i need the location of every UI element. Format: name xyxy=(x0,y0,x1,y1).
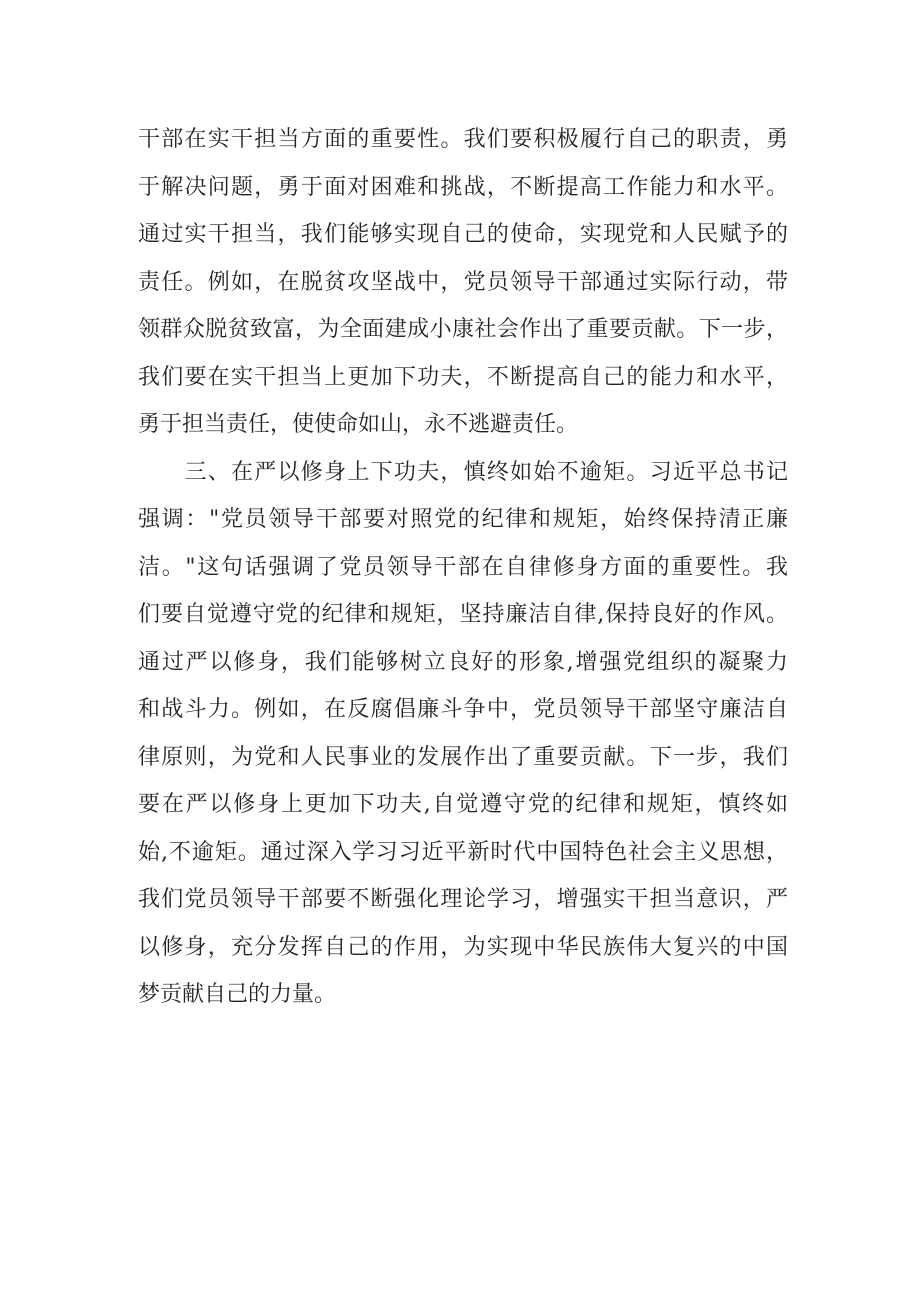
text-line: 律原则，为党和人民事业的发展作出了重要贡献。下一步，我们 xyxy=(138,744,788,770)
text-line: 以修身，充分发挥自己的作用，为实现中华民族伟大复兴的中国 xyxy=(138,934,788,960)
text-line: 梦贡献自己的力量。 xyxy=(138,982,337,1007)
text-line: 和战斗力。例如，在反腐倡廉斗争中，党员领导干部坚守廉洁自 xyxy=(138,697,788,722)
text-line: 责任。例如，在脱贫攻坚战中，党员领导干部通过实际行动，带 xyxy=(138,269,788,295)
text-line: 通过实干担当，我们能够实现自己的使命，实现党和人民赋予的 xyxy=(138,222,788,247)
text-line: 强调："党员领导干部要对照党的纪律和规矩，始终保持清正廉 xyxy=(138,507,788,532)
text-line: 三、在严以修身上下功夫，慎终如始不逾矩。习近平总书记 xyxy=(138,459,788,485)
text-line: 要在严以修身上更加下功夫,自觉遵守党的纪律和规矩，慎终如 xyxy=(138,792,788,817)
text-line: 始,不逾矩。通过深入学习习近平新时代中国特色社会主义思想， xyxy=(138,839,788,865)
text-line: 领群众脱贫致富，为全面建成小康社会作出了重要贡献。下一步， xyxy=(138,317,788,342)
text-line: 干部在实干担当方面的重要性。我们要积极履行自己的职责，勇 xyxy=(138,127,788,152)
text-line: 通过严以修身，我们能够树立良好的形象,增强党组织的凝聚力 xyxy=(138,649,788,675)
text-line: 我们要在实干担当上更加下功夫，不断提高自己的能力和水平， xyxy=(138,364,788,390)
body-text xyxy=(138,116,788,1019)
text-line: 勇于担当责任，使使命如山，永不逃避责任。 xyxy=(138,412,579,437)
text-line: 洁。"这句话强调了党员领导干部在自律修身方面的重要性。我 xyxy=(138,554,788,580)
text-line: 于解决问题，勇于面对困难和挑战，不断提高工作能力和水平。 xyxy=(138,174,788,200)
text-line: 我们党员领导干部要不断强化理论学习，增强实干担当意识，严 xyxy=(138,887,788,912)
text-line: 们要自觉遵守党的纪律和规矩，坚持廉洁自律,保持良好的作风。 xyxy=(138,602,788,627)
